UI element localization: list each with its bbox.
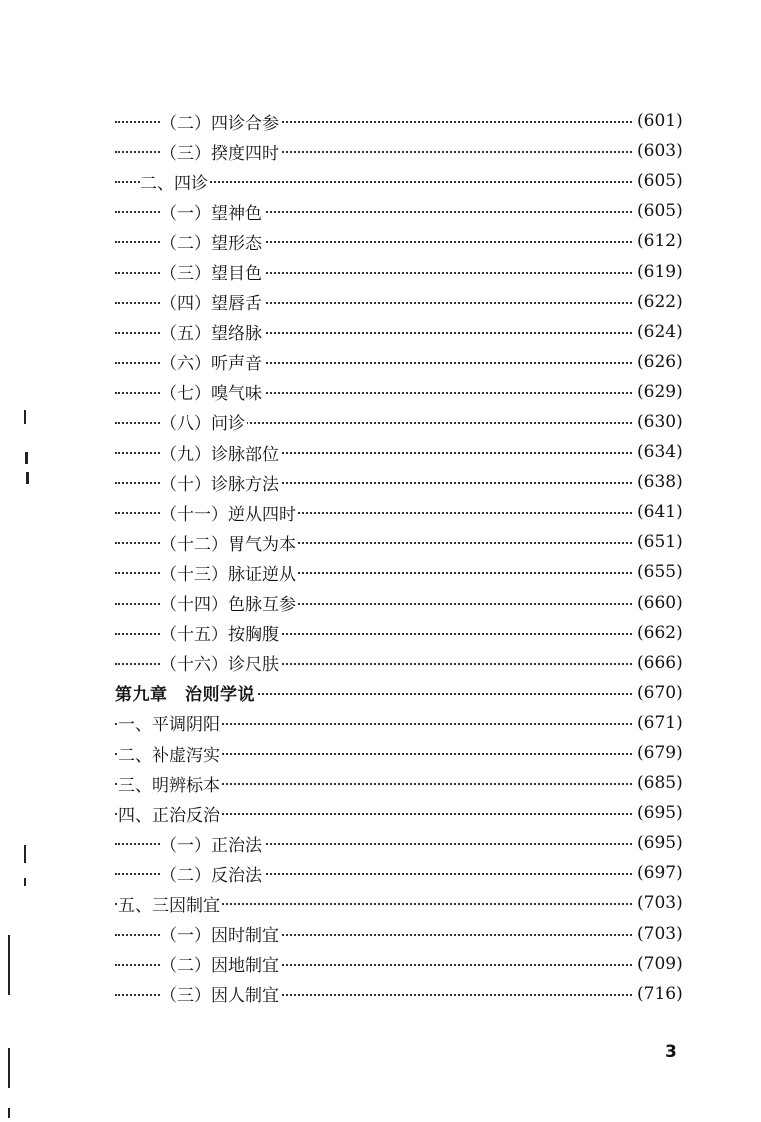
toc-entry-page: (685) bbox=[634, 773, 683, 793]
toc-entry-page: (703) bbox=[634, 924, 683, 944]
scan-mark bbox=[24, 410, 26, 424]
toc-entry bbox=[0, 437, 761, 467]
toc-entry-page: (622) bbox=[634, 292, 683, 312]
table-of-contents bbox=[0, 106, 761, 1009]
toc-entry-title: （一）正治法 bbox=[160, 831, 264, 856]
toc-entry-title: （四）望唇舌 bbox=[160, 289, 264, 314]
toc-entry-title: （一）望神色 bbox=[160, 199, 264, 224]
toc-entry-title: （十五）按胸腹 bbox=[160, 620, 281, 645]
toc-entry-title: （三）因人制宜 bbox=[160, 981, 281, 1006]
toc-entry-page: (695) bbox=[634, 833, 683, 853]
toc-entry-title: （一）因时制宜 bbox=[160, 921, 281, 946]
toc-entry bbox=[0, 407, 761, 437]
toc-entry-page: (703) bbox=[634, 893, 683, 913]
toc-entry-page: (629) bbox=[634, 382, 683, 402]
toc-entry-page: (630) bbox=[634, 412, 683, 432]
scan-mark bbox=[8, 1048, 10, 1088]
toc-entry-title: 五、三因制宜 bbox=[118, 891, 222, 916]
toc-entry bbox=[0, 949, 761, 979]
toc-entry bbox=[0, 226, 761, 256]
toc-entry-page: (624) bbox=[634, 322, 683, 342]
toc-entry-title: （三）揆度四时 bbox=[160, 139, 281, 164]
toc-entry bbox=[0, 497, 761, 527]
toc-entry-page: (641) bbox=[634, 502, 683, 522]
toc-entry-page: (651) bbox=[634, 532, 683, 552]
scan-mark bbox=[25, 452, 28, 464]
toc-entry-page: (619) bbox=[634, 262, 683, 282]
toc-entry-title: （二）因地制宜 bbox=[160, 951, 281, 976]
toc-entry bbox=[0, 287, 761, 317]
scan-mark bbox=[24, 845, 26, 863]
toc-entry bbox=[0, 467, 761, 497]
scan-mark bbox=[24, 878, 26, 886]
toc-entry bbox=[0, 377, 761, 407]
toc-entry-page: (671) bbox=[634, 713, 683, 733]
toc-entry-page: (655) bbox=[634, 562, 683, 582]
toc-entry-title: （十六）诊尺肤 bbox=[160, 650, 281, 675]
toc-entry-title: 一、平调阴阳 bbox=[118, 710, 222, 735]
toc-entry-title: （七）嗅气味 bbox=[160, 379, 264, 404]
toc-entry bbox=[0, 828, 761, 858]
toc-entry-page: (666) bbox=[634, 653, 683, 673]
toc-entry-page: (670) bbox=[634, 683, 683, 703]
toc-entry-page: (638) bbox=[634, 472, 683, 492]
toc-entry bbox=[0, 768, 761, 798]
toc-entry bbox=[0, 557, 761, 587]
toc-entry-title: 第九章 治则学说 bbox=[115, 680, 257, 705]
toc-entry-title: （十三）脉证逆从 bbox=[160, 560, 298, 585]
toc-entry bbox=[0, 347, 761, 377]
toc-entry bbox=[0, 979, 761, 1009]
scan-mark bbox=[26, 472, 29, 484]
toc-entry-title: 三、明辨标本 bbox=[118, 771, 222, 796]
toc-entry bbox=[0, 708, 761, 738]
toc-entry bbox=[0, 527, 761, 557]
toc-entry bbox=[0, 919, 761, 949]
toc-entry bbox=[0, 738, 761, 768]
toc-entry-page: (695) bbox=[634, 803, 683, 823]
scan-mark bbox=[8, 935, 10, 995]
toc-entry-page: (634) bbox=[634, 442, 683, 462]
toc-entry-page: (626) bbox=[634, 352, 683, 372]
toc-entry bbox=[0, 588, 761, 618]
toc-entry bbox=[0, 317, 761, 347]
toc-entry bbox=[0, 618, 761, 648]
toc-entry-title: （六）听声音 bbox=[160, 349, 264, 374]
toc-entry-title: 四、正治反治 bbox=[118, 801, 222, 826]
toc-entry-title: 二、补虚泻实 bbox=[118, 741, 222, 766]
toc-entry bbox=[0, 858, 761, 888]
toc-entry-page: (679) bbox=[634, 743, 683, 763]
toc-entry-title: （十）诊脉方法 bbox=[160, 470, 281, 495]
toc-entry-title: 二、四诊 bbox=[140, 169, 210, 194]
toc-entry bbox=[0, 256, 761, 286]
toc-entry-title: （二）四诊合参 bbox=[160, 109, 281, 134]
toc-entry-title: （十四）色脉互参 bbox=[160, 590, 298, 615]
toc-entry bbox=[0, 136, 761, 166]
toc-entry-page: (605) bbox=[634, 201, 683, 221]
toc-entry-title: （八）问诊 bbox=[160, 409, 247, 434]
toc-entry-page: (709) bbox=[634, 954, 683, 974]
scan-mark bbox=[8, 1108, 10, 1118]
toc-entry bbox=[0, 888, 761, 918]
toc-entry-page: (697) bbox=[634, 863, 683, 883]
toc-entry-page: (662) bbox=[634, 623, 683, 643]
toc-entry-title: （二）反治法 bbox=[160, 861, 264, 886]
toc-entry-page: (601) bbox=[634, 111, 683, 131]
toc-entry-title: （十二）胃气为本 bbox=[160, 530, 298, 555]
toc-entry bbox=[0, 196, 761, 226]
toc-entry-page: (612) bbox=[634, 231, 683, 251]
toc-entry-page: (605) bbox=[634, 171, 683, 191]
toc-entry bbox=[0, 106, 761, 136]
toc-entry-page: (716) bbox=[634, 984, 683, 1004]
toc-entry bbox=[0, 798, 761, 828]
toc-entry-page: (603) bbox=[634, 141, 683, 161]
toc-entry-page: (660) bbox=[634, 593, 683, 613]
toc-entry-title: （五）望络脉 bbox=[160, 319, 264, 344]
toc-entry-title: （三）望目色 bbox=[160, 259, 264, 284]
toc-entry bbox=[0, 648, 761, 678]
page-number: 3 bbox=[665, 1042, 677, 1062]
toc-entry bbox=[0, 678, 761, 708]
toc-entry bbox=[0, 166, 761, 196]
toc-entry-title: （十一）逆从四时 bbox=[160, 500, 298, 525]
toc-entry-title: （二）望形态 bbox=[160, 229, 264, 254]
toc-entry-title: （九）诊脉部位 bbox=[160, 440, 281, 465]
